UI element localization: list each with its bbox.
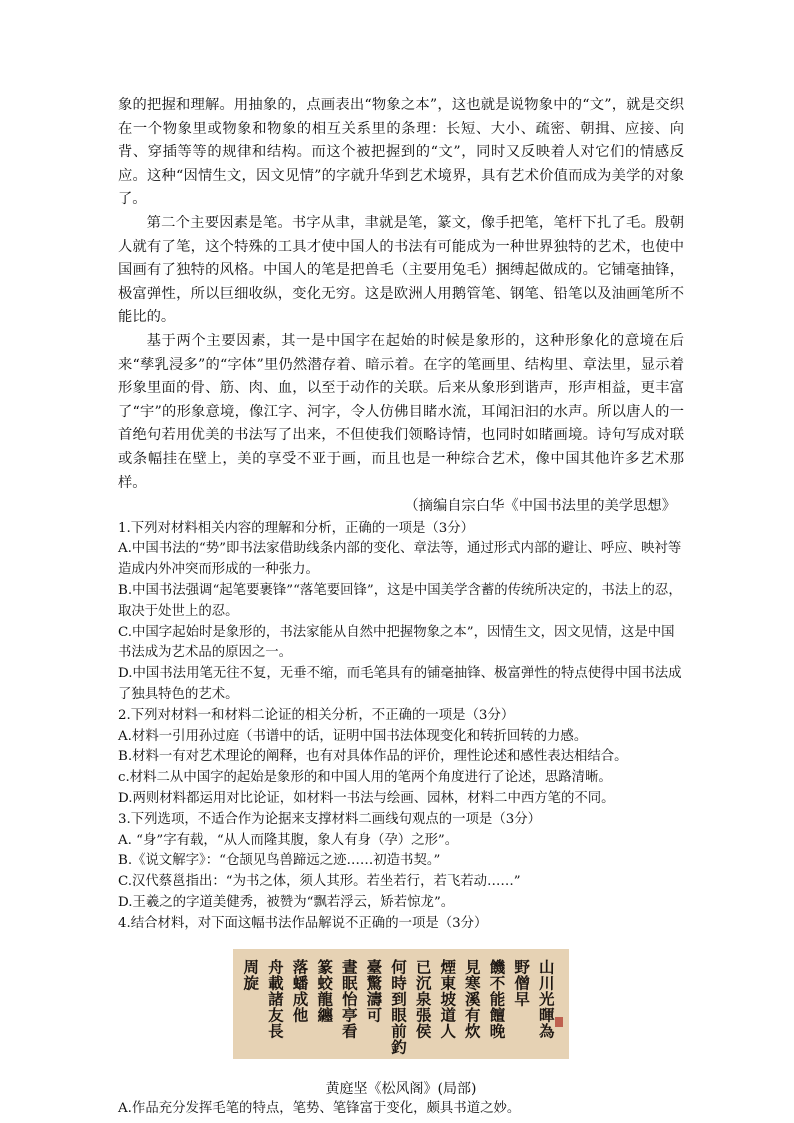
question-4 [118,914,684,1120]
passage-paragraph: 象的把握和理解。用抽象的，点画表出“物象之本”，这也就是说物象中的“文”，就是交织在一个物象里或物象和物象的相互关系里的条理：长短、大小、疏密、朝揖、应接、向背、穿插等等的规律和结构。而这个被把握到的“文”，同时又反映着人对它们的情感反应。这种“因情生文，因文见情”的字就升华到艺术境界，具有艺术价值而成为美学的对象了。 [118,97,684,208]
question-stem: 4.结合材料，对下面这幅书法作品解说不正确的一项是（3分） [118,915,488,931]
calligraphy-column: 晝眠怡亭看 [342,957,358,1041]
option-d: D.王羲之的字道美健秀，被赞为“飘若浮云，矫若惊龙”。 [118,895,455,911]
option-c: C.中国字起始时是象形的，书法家能从自然中把握物象之本”，因情生文，因文见情，这是中国书法成为艺术品的原因之一。 [118,624,675,661]
calligraphy-column: 周旋 [243,957,260,993]
option-b: B.中国书法强调“起笔要裹锋”“落笔要回锋”，这是中国美学含蓄的传统所决定的，书法上的忍，取决于处世上的忍。 [118,583,682,619]
seal-mark [555,1017,563,1027]
question-stem: 3.下列选项，不适合作为论据来支撑材料二画线句观点的一项是（3分） [118,811,542,827]
calligraphy-column: 舟載諸友長 [268,957,284,1041]
calligraphy-figure [118,949,684,1099]
passage-paragraph: 第二个主要因素是笔。书字从聿，聿就是笔，篆文，像手把笔，笔杆下扎了毛。殷朝人就有了笔，这个特殊的工具才使中国人的书法有可能成为一种世界独特的艺术，也使中国画有了独特的风格。中国人的笔是把兽毛（主要用兔毛）捆缚起做成的。它铺毫抽锋，极富弹性，所以巨细收纵，变化无穷。这是欧洲人用鹅管笔、钢笔、铅笔以及油画笔所不能比的。 [118,214,684,326]
calligraphy-column: 煙東坡道人 [440,957,456,1041]
option-b: B.材料一有对艺术理论的阐释，也有对具体作品的评价，理性论述和感性表达相结合。 [118,749,628,765]
calligraphy-column: 山川光暉為 [538,957,555,1041]
calligraphy-column: 篆蛟龍纏 [317,957,333,1025]
calligraphy-column: 臺驚濤可 [366,957,383,1025]
calligraphy-column: 何時到眼前釣 [391,957,407,1057]
calligraphy-column: 見寒溪有炊 [465,957,481,1041]
calligraphy-column: 已沉泉張侯 [415,957,432,1041]
calligraphy-column: 落蟠成他 [292,957,309,1025]
option-a: A.中国书法的“势”即书法家借助线条内部的变化、章法等，通过形式内部的避让、呼应、映衬等造成内外冲突而形成的一种张力。 [118,541,682,578]
calligraphy-column: 饑不能饘晚 [489,957,506,1041]
option-b: B.《说文解字》：“仓颉见鸟兽蹄远之迹……初造书契。” [118,853,441,869]
figure-caption: 黄庭坚《松风阁》(局部) [325,1080,477,1097]
option-a: A. “身”字有载，“从人而隆其腹，象人有身（孕）之形”。 [118,832,459,848]
question-stem: 2.下列对材料一和材料二论证的相关分析，不正确的一项是（3分） [118,707,515,723]
calligraphy-image [233,949,569,1059]
document-page [118,94,684,1119]
option-c: C.汉代蔡邕指出：“为书之体，须人其形。若坐若行，若飞若动……” [118,874,521,890]
question-3 [118,810,684,914]
option-d: D.中国书法用笔无往不复，无垂不缩，而毛笔具有的铺毫抽锋、极富弹性的特点使得中国书法成了独具特色的艺术。 [118,666,682,703]
question-2 [118,706,684,810]
passage-paragraph: 基于两个主要因素，其一是中国字在起始的时候是象形的，这种形象化的意境在后来“孳乳浸多”的“字体”里仍然潜存着、暗示着。在字的笔画里、结构里、章法里，显示着形象里面的骨、筋、肉、血，以至于动作的关联。后来从象形到谐声，形声相益，更丰富了“宇”的形象意境，像江字、河字，令人仿佛目睹水流，耳闻汩汩的水声。所以唐人的一首绝句若用优美的书法写了出来，不但使我们领略诗情，也同时如睹画境。诗句写成对联或条幅挂在壁上，美的享受不亚于画，而且也是一种综合艺术，像中国其他许多艺术那样。 [118,332,684,491]
option-a: A.材料一引用孙过庭（书谱中的话，证明中国书法体现变化和转折回转的力感。 [118,728,588,744]
question-stem: 1.下列对材料相关内容的理解和分析，正确的一项是（3分） [118,520,475,536]
option-d: D.两则材料都运用对比论证，如材料一书法与绘画、园林，材料二中西方笔的不同。 [118,791,615,807]
calligraphy-column: 野僧早 [514,957,530,1009]
passage-source: （摘编自宗白华《中国书法里的美学思想》 [404,498,676,515]
option-c: c.材料二从中国字的起始是象形的和中国人用的笔两个角度进行了论述，思路清晰。 [118,770,612,786]
question-1 [118,519,684,706]
option-a: A.作品充分发挥毛笔的特点，笔势、笔锋富于变化，颇具书道之妙。 [118,1100,521,1116]
